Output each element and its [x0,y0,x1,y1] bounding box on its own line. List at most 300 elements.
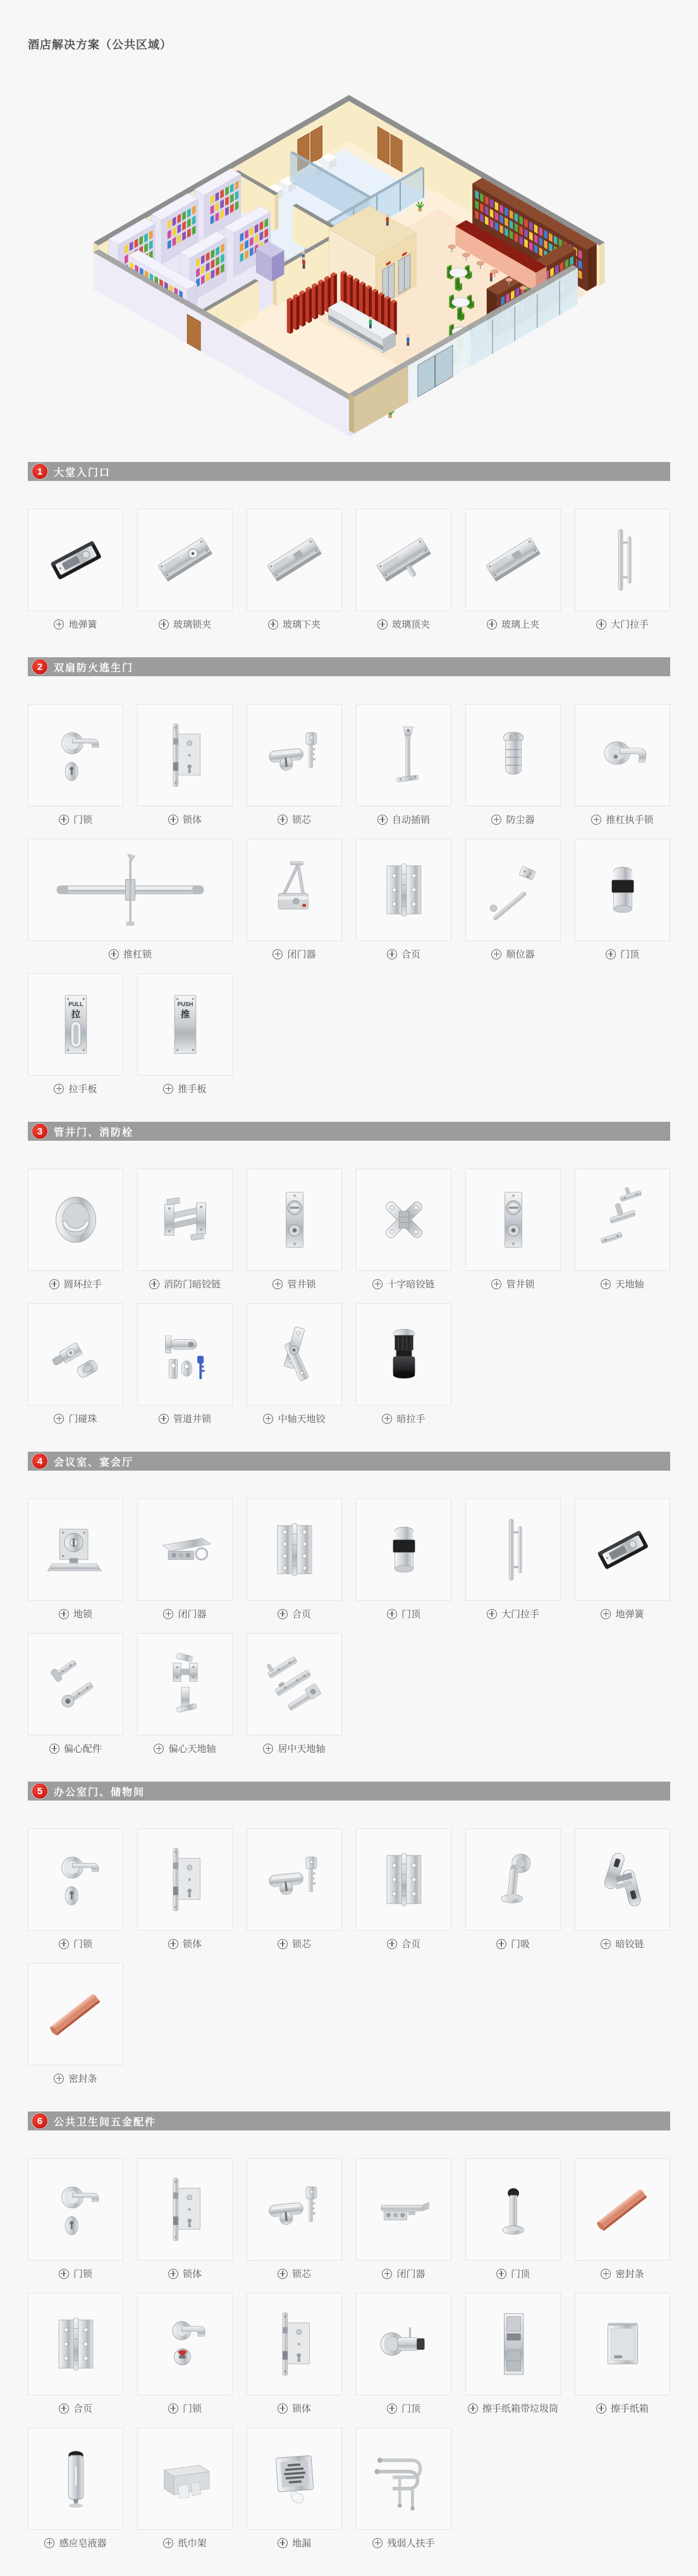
product-label[interactable] [247,1743,342,1754]
product-label-text: 锁体 [182,2269,202,2280]
product-label[interactable] [28,1608,123,1619]
product-label[interactable] [137,1413,233,1424]
plus-icon [54,619,64,629]
plus-icon [54,2074,64,2084]
product-label[interactable] [247,814,342,825]
section-body [28,2130,670,2576]
product-row [28,1828,670,1949]
product-label-text: 偏心配件 [63,1744,102,1754]
product-label[interactable] [356,1938,451,1949]
product-image[interactable] [137,509,233,611]
product-label[interactable] [247,619,342,629]
product-label-text: 门锁 [73,815,92,825]
product-item [247,2427,342,2548]
product-item [28,839,233,959]
product-image[interactable] [28,839,233,941]
plus-icon [263,1414,273,1424]
product-image[interactable] [575,2158,670,2261]
product-label-text: 玻璃顶夹 [391,619,430,630]
product-item [137,2158,233,2279]
plus-icon [168,2403,178,2414]
plus-icon [496,1939,506,1949]
product-image[interactable] [28,2427,123,2530]
product-label-text: 门吸 [510,1939,530,1950]
product-label[interactable] [575,949,670,959]
product-image[interactable] [28,2158,123,2261]
product-image[interactable] [137,1633,233,1735]
section-header [28,2111,670,2130]
product-image[interactable] [137,2427,233,2530]
product-label-text: 推杠锁 [123,949,152,960]
product-label[interactable] [356,619,451,629]
product-label-text: 门锁 [73,2269,92,2280]
product-row [28,704,670,825]
product-label[interactable] [28,1279,123,1289]
product-image[interactable] [137,1828,233,1931]
plus-icon [387,1609,397,1619]
product-item [247,2158,342,2279]
section-body [28,481,670,657]
product-image[interactable] [28,1303,123,1406]
product-item [356,1169,451,1289]
product-image[interactable] [465,1169,561,1271]
product-image[interactable] [28,2293,123,2395]
product-row [28,1169,670,1289]
product-image[interactable] [465,1498,561,1601]
product-label-text: 管道井锁 [173,1414,211,1425]
product-image[interactable] [247,1498,342,1601]
plus-icon [168,1939,178,1949]
plus-icon [382,2269,392,2279]
product-image[interactable] [465,1828,561,1931]
product-label[interactable] [137,619,233,629]
product-image[interactable] [28,509,123,611]
product-label[interactable] [356,2268,451,2279]
product-image[interactable] [28,1963,123,2065]
product-item [247,1303,342,1424]
product-row [28,1303,670,1424]
product-label[interactable] [465,619,561,629]
product-image[interactable] [247,1633,342,1735]
product-image[interactable] [575,1498,670,1601]
product-label[interactable] [28,1938,123,1949]
product-label-text: 门顶 [401,2403,420,2414]
product-label[interactable] [465,2268,561,2279]
product-image[interactable] [247,1828,342,1931]
plus-icon [372,1279,383,1289]
product-item [28,2158,123,2279]
product-label-text: 推手板 [178,1084,207,1095]
product-item [247,839,342,959]
product-image[interactable] [465,2293,561,2395]
product-image[interactable] [28,704,123,806]
product-label[interactable] [28,1083,123,1094]
product-label[interactable] [575,1608,670,1619]
svg-text:拉: 拉 [71,1009,80,1020]
product-item [137,1828,233,1949]
plus-icon [163,1609,173,1619]
product-image[interactable] [575,1169,670,1271]
product-label[interactable] [247,2403,342,2414]
product-label-text: 门顶 [401,1609,420,1620]
plus-icon [601,2269,611,2279]
product-label[interactable] [137,814,233,825]
product-item [247,704,342,825]
plus-icon [601,1279,611,1289]
product-image[interactable] [356,2293,451,2395]
product-item [465,509,561,629]
lobby-isometric-illustration [28,88,670,442]
plus-icon [272,949,283,959]
plus-icon [109,949,119,959]
product-item [575,839,670,959]
product-row [28,839,670,959]
product-item [247,1169,342,1289]
product-image[interactable] [465,2158,561,2261]
product-image[interactable] [137,2158,233,2261]
product-item [356,1498,451,1619]
product-image[interactable] [247,1303,342,1406]
product-label-text: 门锁 [73,1939,92,1950]
product-item [137,1169,233,1289]
plus-icon [278,1609,288,1619]
product-image[interactable] [575,704,670,806]
product-label[interactable] [28,1413,123,1424]
product-item [575,509,670,629]
product-image[interactable] [356,1303,451,1406]
product-label-text: 锁芯 [291,2269,311,2280]
product-label-text: 锁体 [182,1939,202,1950]
product-label[interactable] [247,1938,342,1949]
product-label-text: 玻璃锁夹 [173,619,211,630]
product-item [465,2293,561,2414]
plus-icon [491,1279,501,1289]
product-label[interactable] [28,2403,123,2414]
product-label-text: 闭门器 [396,2269,426,2280]
section-title: 双扇防火逃生门 [54,662,134,674]
product-item [575,2293,670,2414]
product-image[interactable] [28,1633,123,1735]
plus-icon [59,815,69,825]
product-label-text: 合页 [291,1609,311,1620]
product-label[interactable] [465,1608,561,1619]
product-label[interactable] [137,2268,233,2279]
product-label-text: 合页 [401,1939,420,1950]
page-title: 酒店解决方案（公共区域） [28,39,172,51]
product-image[interactable] [28,1828,123,1931]
product-label[interactable] [247,2268,342,2279]
product-item [137,1633,233,1754]
product-label[interactable] [137,1608,233,1619]
plus-icon [496,2269,506,2279]
product-label-text: 地锁 [73,1609,92,1620]
section-number-badge: 3 [32,1124,47,1139]
section-header [28,462,670,481]
product-label-text: 锁芯 [291,815,311,825]
product-image[interactable] [575,509,670,611]
product-item [575,2158,670,2279]
product-image[interactable] [137,1169,233,1271]
product-label[interactable] [575,619,670,629]
plus-icon [377,619,388,629]
product-item [247,1828,342,1949]
plus-icon [487,619,497,629]
product-item [28,2293,123,2414]
plus-icon [59,2403,69,2414]
product-item [28,1828,123,1949]
plus-icon [278,2403,288,2414]
plus-icon [159,619,169,629]
product-label[interactable] [575,1279,670,1289]
product-label[interactable] [356,2537,451,2548]
product-image[interactable] [137,973,233,1076]
product-image[interactable] [247,2158,342,2261]
product-image[interactable] [356,1828,451,1931]
product-label[interactable] [137,1938,233,1949]
product-label-text: 居中天地轴 [278,1744,326,1754]
product-label[interactable] [28,814,123,825]
product-item [575,1169,670,1289]
product-label[interactable] [137,1743,233,1754]
product-image[interactable] [356,839,451,941]
plus-icon [591,815,601,825]
product-row [28,1963,670,2084]
product-row [28,2158,670,2279]
product-label[interactable] [356,814,451,825]
product-image[interactable] [575,1828,670,1931]
product-label[interactable] [575,2403,670,2414]
product-label-text: 擦手纸箱带垃圾筒 [482,2403,558,2414]
product-label[interactable] [575,1938,670,1949]
product-image[interactable] [356,2158,451,2261]
product-label-text: 十字暗铰链 [387,1279,435,1290]
product-label[interactable] [247,1413,342,1424]
product-item [465,2158,561,2279]
product-label-text: 中轴天地铰 [278,1414,326,1425]
product-label[interactable] [28,619,123,629]
product-row [28,1633,670,1754]
product-label[interactable] [137,1279,233,1289]
svg-text:推: 推 [180,1009,190,1020]
product-label-text: 密封条 [615,2269,644,2280]
product-label[interactable] [356,1608,451,1619]
product-image[interactable] [137,2293,233,2395]
plus-icon [168,2269,178,2279]
product-label[interactable] [356,1413,451,1424]
product-label-text: 防尘器 [506,815,535,825]
product-label-text: 合页 [401,949,420,960]
section-4 [28,1452,670,1782]
plus-icon [487,1609,497,1619]
product-label-text: 门顶 [620,949,639,960]
product-label-text: 圆环拉手 [63,1279,102,1290]
plus-icon [382,1414,392,1424]
product-item [356,839,451,959]
product-label[interactable] [356,1279,451,1289]
svg-text:PUSH: PUSH [177,1000,193,1007]
product-image[interactable] [247,2293,342,2395]
plus-icon [159,1414,169,1424]
product-label[interactable] [465,949,561,959]
plus-icon [59,2269,69,2279]
product-label-text: 门顶 [510,2269,530,2280]
plus-icon [163,1084,173,1094]
product-item [356,1828,451,1949]
product-item [28,1633,123,1754]
product-image[interactable] [356,1498,451,1601]
product-image[interactable] [465,839,561,941]
product-image[interactable] [137,704,233,806]
section-number-badge: 2 [32,659,47,674]
plus-icon [49,1279,59,1289]
product-item [356,509,451,629]
product-label[interactable] [247,1608,342,1619]
product-item [465,1169,561,1289]
product-label-text: 锁体 [291,2403,311,2414]
product-item [356,2427,451,2548]
product-image[interactable] [28,973,123,1076]
section-title: 大堂入门口 [54,467,111,478]
product-item [28,2427,123,2548]
product-item [465,1498,561,1619]
section-header [28,657,670,676]
product-image[interactable] [28,1498,123,1601]
plus-icon [596,619,606,629]
product-label-text: 自动插销 [391,815,430,825]
plus-icon [59,1609,69,1619]
plus-icon [168,815,178,825]
product-label[interactable] [28,1743,123,1754]
plus-icon [59,1939,69,1949]
product-label[interactable] [465,2403,561,2414]
product-image[interactable] [465,704,561,806]
product-image[interactable] [247,509,342,611]
section-title: 公共卫生间五金配件 [54,2117,157,2128]
product-label-text: 拉手板 [68,1084,97,1095]
product-item [575,1498,670,1619]
product-item [137,2293,233,2414]
product-label[interactable] [137,2403,233,2414]
product-label[interactable] [28,949,233,959]
product-label[interactable] [465,1279,561,1289]
product-item [356,2158,451,2279]
plus-icon [163,2538,173,2548]
product-label-text: 玻璃上夹 [501,619,539,630]
product-label[interactable] [247,949,342,959]
product-image[interactable] [465,509,561,611]
product-label-text: 合页 [73,2403,92,2414]
product-label-text: 天地轴 [615,1279,644,1290]
product-label[interactable] [356,2403,451,2414]
product-row [28,973,670,1094]
section-number-badge: 5 [32,1783,47,1799]
plus-icon [49,1744,59,1754]
product-label-text: 纸巾架 [178,2538,207,2549]
product-label[interactable] [137,2537,233,2548]
product-label[interactable] [137,1083,233,1094]
product-item [247,2293,342,2414]
plus-icon [491,949,501,959]
product-label-text: 管井锁 [287,1279,316,1290]
product-image[interactable] [137,1498,233,1601]
product-label-text: 暗拉手 [396,1414,426,1425]
product-item [575,1828,670,1949]
plus-icon [387,949,397,959]
plus-icon [606,949,616,959]
product-label-text: 玻璃下夹 [282,619,321,630]
section-number-badge: 4 [32,1454,47,1469]
product-row [28,2293,670,2414]
sections-container [28,462,670,2576]
product-item [137,704,233,825]
product-image[interactable] [575,839,670,941]
section-title: 会议室、宴会厅 [54,1457,134,1468]
plus-icon [377,815,388,825]
product-image[interactable] [356,704,451,806]
product-image[interactable] [356,509,451,611]
product-item [137,973,233,1094]
plus-icon [278,2538,288,2548]
plus-icon [54,1084,64,1094]
product-label-text: 大门拉手 [610,619,649,630]
product-label-text: 门锁 [182,2403,202,2414]
product-item [465,839,561,959]
product-label[interactable] [465,1938,561,1949]
plus-icon [596,2403,606,2414]
product-label-text: 感应皂液器 [59,2538,107,2549]
product-image[interactable] [247,2427,342,2530]
product-label-text: 大门拉手 [501,1609,539,1620]
product-image[interactable] [356,1169,451,1271]
plus-icon [491,815,501,825]
product-image[interactable] [247,839,342,941]
product-item [247,509,342,629]
product-item [575,704,670,825]
product-image[interactable] [137,1303,233,1406]
lobby-illustration-svg [28,88,670,442]
product-label[interactable] [575,814,670,825]
section-body [28,1471,670,1782]
product-item [247,1498,342,1619]
product-label[interactable] [247,2537,342,2548]
section-1 [28,462,670,657]
product-label[interactable] [465,814,561,825]
plus-icon [268,619,278,629]
product-item [356,2293,451,2414]
product-image[interactable] [28,1169,123,1271]
product-label[interactable] [356,949,451,959]
product-item [465,704,561,825]
section-header [28,1782,670,1801]
product-label[interactable] [575,2268,670,2279]
section-5 [28,1782,670,2111]
product-image[interactable] [247,1169,342,1271]
product-label[interactable] [247,1279,342,1289]
plus-icon [372,2538,383,2548]
product-label[interactable] [28,2537,123,2548]
product-label[interactable] [28,2268,123,2279]
product-image[interactable] [356,2427,451,2530]
section-number-badge: 1 [32,464,47,479]
section-header [28,1452,670,1471]
product-item [137,509,233,629]
product-image[interactable] [247,704,342,806]
plus-icon [387,2403,397,2414]
product-row [28,509,670,629]
product-image[interactable] [575,2293,670,2395]
product-item [356,1303,451,1424]
product-label[interactable] [28,2073,123,2084]
